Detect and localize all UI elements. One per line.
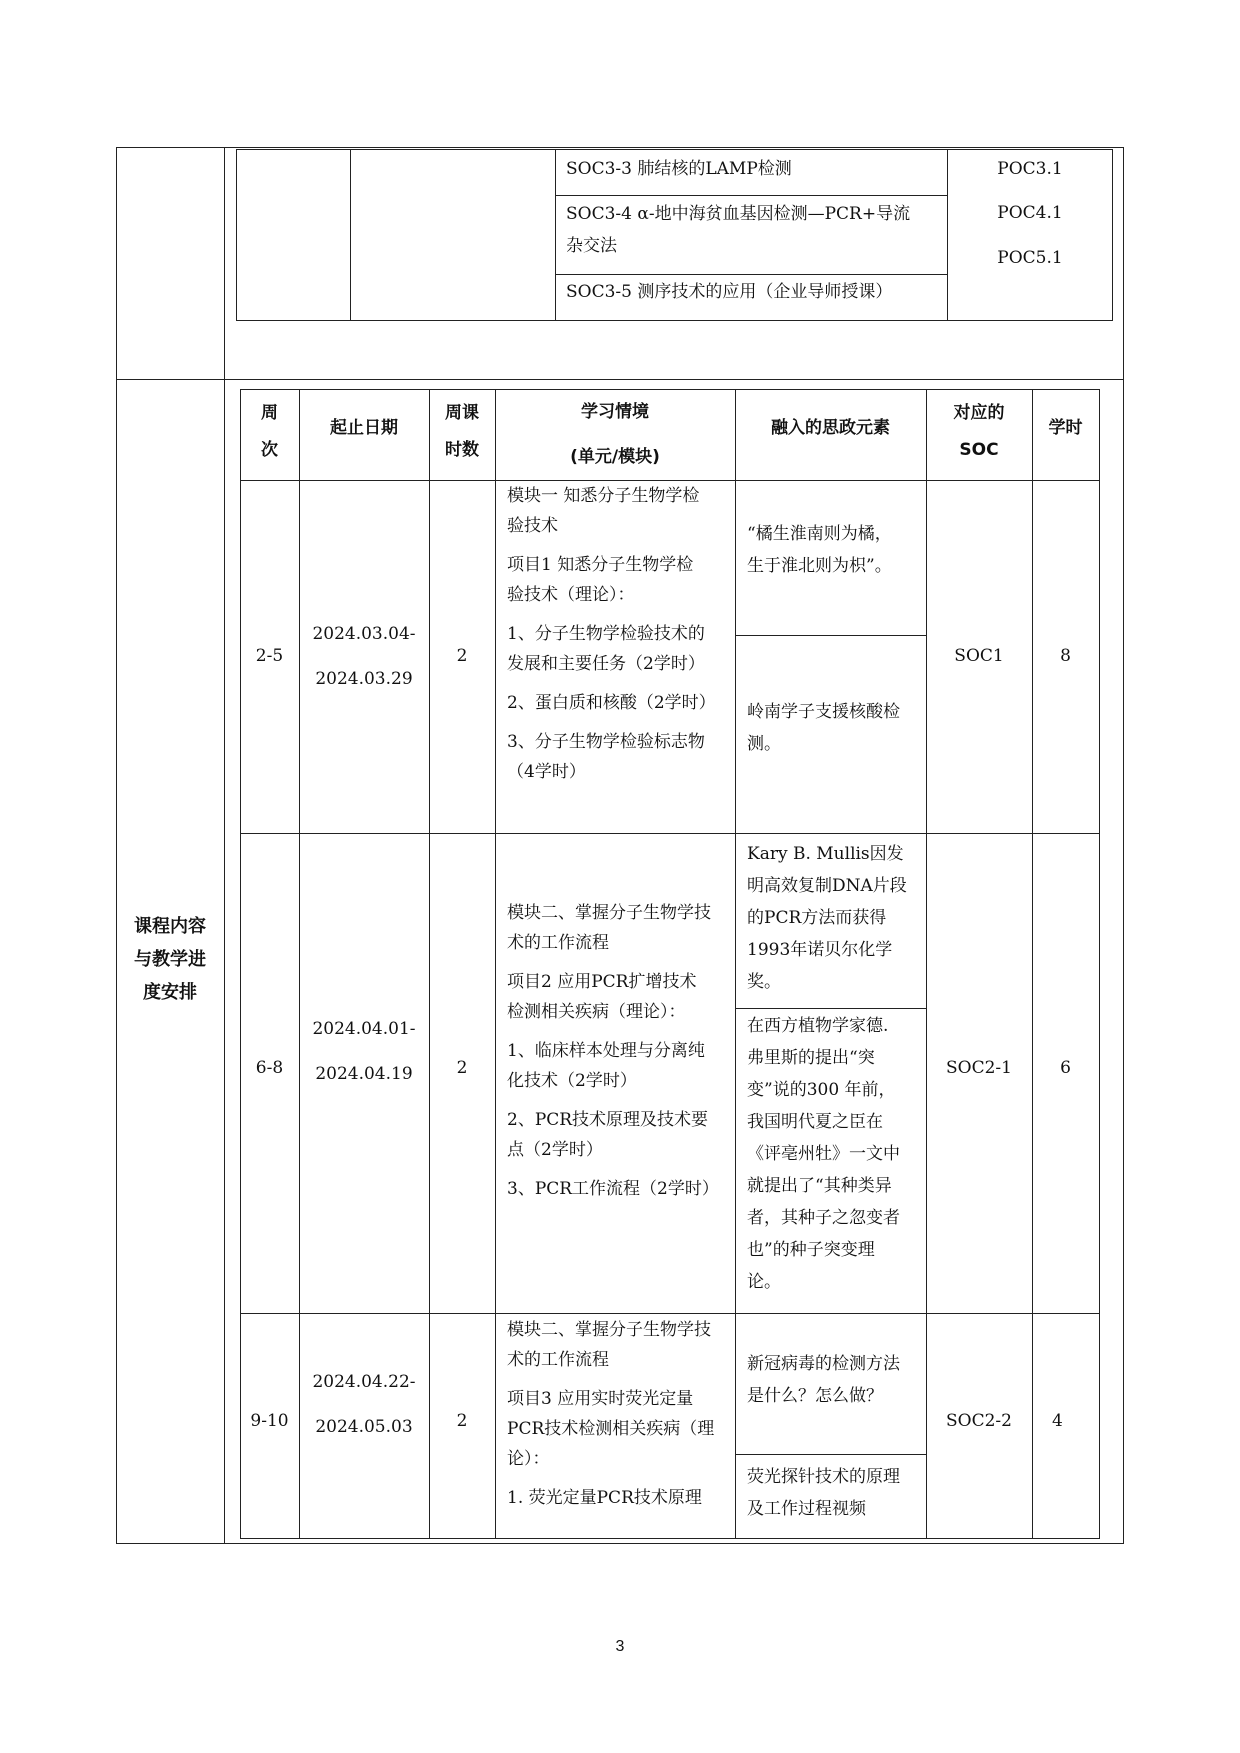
scenario-line: 项目1 知悉分子生物学检 [507, 555, 694, 575]
scenario-line [507, 1375, 714, 1384]
row3-ideology-2 [747, 1461, 900, 1525]
scenario-line: 模块二、掌握分子生物学技 [507, 903, 711, 923]
section-label-line: 课程内容 [134, 916, 206, 937]
header-soc [926, 395, 1032, 469]
scenario-line: 验技术（理论）： [507, 585, 635, 605]
ideology-line: 1993年诺贝尔化学 [747, 940, 893, 960]
ideology-line: 及工作过程视频 [747, 1499, 866, 1519]
outer-left-border [116, 147, 117, 1544]
scenario-line: 1. 荧光定量PCR技术原理 [507, 1488, 702, 1508]
scenario-line [507, 1165, 719, 1174]
row1-ideology-1 [747, 518, 892, 582]
scenario-line: 模块一 知悉分子生物学检 [507, 486, 700, 506]
scenario-line [507, 1474, 714, 1483]
header-scenario-line: (单元/模块) [570, 447, 660, 467]
row2-date [299, 1007, 429, 1097]
row2-hours: 6 [1060, 1058, 1071, 1078]
ideology-line: 论。 [747, 1272, 781, 1292]
top-soc-line: SOC3-5 测序技术的应用（企业导师授课） [566, 282, 893, 302]
header-week-line: 次 [261, 440, 278, 460]
ideology-line: “橘生淮南则为橘， [747, 524, 892, 544]
outer-section-divider [116, 379, 1124, 380]
row3-ideology-1 [747, 1348, 900, 1412]
date-line: 2024.04.19 [315, 1064, 413, 1084]
top-soc-line: 杂交法 [566, 236, 617, 256]
scenario-line [507, 610, 716, 619]
scenario-line: 化技术（2学时） [507, 1071, 637, 1091]
poc-5-1: POC5.1 [997, 248, 1063, 268]
row1-hours-per-week: 2 [456, 646, 468, 666]
scenario-line: 项目2 应用PCR扩增技术 [507, 972, 697, 992]
poc-3-1: POC3.1 [997, 159, 1063, 179]
row3-hours-per-week: 2 [456, 1411, 468, 1431]
row1-soc: SOC1 [954, 646, 1004, 666]
scenario-line: 发展和主要任务（2学时） [507, 654, 705, 674]
header-hours-per-week [429, 395, 495, 469]
scenario-line: 验技术 [507, 516, 558, 536]
row1-scenario [507, 481, 716, 787]
row3-hours: 4 [1052, 1411, 1063, 1431]
ideology-line: 也”的种子突变理 [747, 1240, 875, 1260]
scenario-line: 1、临床样本处理与分离纯 [507, 1041, 705, 1061]
outer-right-border [1123, 147, 1124, 1544]
scenario-line: PCR技术检测相关疾病（理 [507, 1419, 715, 1439]
outer-top-border [116, 147, 1124, 148]
scenario-line: 2、PCR技术原理及技术要 [507, 1110, 709, 1130]
header-scenario-line: 学习情境 [581, 402, 649, 422]
scenario-line: 术的工作流程 [507, 933, 609, 953]
row1-date [299, 612, 429, 702]
scenario-line: 2、蛋白质和核酸（2学时） [507, 693, 716, 713]
top-soc3-3 [566, 153, 792, 185]
row3-soc: SOC2-2 [946, 1411, 1012, 1431]
section-label-line: 度安排 [143, 982, 197, 1003]
header-ideology: 融入的思政元素 [771, 418, 890, 438]
top-soc-line: SOC3-3 肺结核的LAMP检测 [566, 159, 792, 179]
page-number: 3 [615, 1638, 625, 1655]
scenario-line [507, 718, 716, 727]
header-date: 起止日期 [330, 418, 398, 438]
row3-date [299, 1360, 429, 1450]
ideology-line: 我国明代夏之臣在 [747, 1112, 883, 1132]
ideology-line: 明高效复制DNA片段 [747, 876, 907, 896]
header-hpw-line: 时数 [445, 440, 479, 460]
scenario-line [507, 541, 716, 550]
header-soc-line: 对应的 [953, 403, 1005, 423]
date-line: 2024.04.22- [312, 1372, 416, 1392]
scenario-line: 1、分子生物学检验技术的 [507, 624, 705, 644]
row2-soc: SOC2-1 [946, 1058, 1012, 1078]
scenario-line: 术的工作流程 [507, 1350, 609, 1370]
row3-week: 9-10 [250, 1411, 289, 1431]
scenario-line: 检测相关疾病（理论）： [507, 1002, 686, 1022]
row1-ideology-2 [747, 696, 900, 760]
scenario-line: 项目3 应用实时荧光定量 [507, 1389, 694, 1409]
scenario-line: 点（2学时） [507, 1140, 603, 1160]
row2-hours-per-week: 2 [456, 1058, 468, 1078]
top-soc3-5 [566, 276, 892, 308]
header-week-line: 周 [261, 403, 278, 423]
ideology-line: 就提出了“其种类异 [747, 1176, 892, 1196]
scenario-line [507, 1027, 719, 1036]
ideology-line: 岭南学子支援核酸检 [747, 702, 900, 722]
date-line: 2024.05.03 [315, 1417, 413, 1437]
top-soc-line: SOC3-4 α-地中海贫血基因检测—PCR+导流 [566, 204, 911, 224]
ideology-line: 荧光探针技术的原理 [747, 1467, 900, 1487]
row2-week: 6-8 [255, 1058, 284, 1078]
header-hours: 学时 [1048, 418, 1083, 438]
date-line: 2024.03.04- [312, 624, 416, 644]
row2-ideology-1 [747, 838, 907, 998]
ideology-line: 《评亳州牡》一文中 [747, 1144, 900, 1164]
header-scenario [495, 390, 735, 480]
ideology-line: 新冠病毒的检测方法 [747, 1354, 900, 1374]
header-week [240, 395, 299, 469]
ideology-line: 测。 [747, 734, 781, 754]
top-soc3-4 [566, 198, 910, 262]
section-label [116, 910, 224, 1009]
date-line: 2024.04.01- [312, 1019, 416, 1039]
row2-ideology-2 [747, 1010, 900, 1298]
ideology-line: Kary B. Mullis因发 [747, 844, 904, 864]
poc-4-1: POC4.1 [997, 203, 1063, 223]
header-hpw-line: 周课 [445, 403, 479, 423]
ideology-line: 是什么？怎么做？ [747, 1386, 883, 1406]
ideology-line: 生于淮北则为枳”。 [747, 556, 892, 576]
outer-bottom-border [116, 1543, 1124, 1544]
outer-label-divider [224, 147, 225, 1544]
row1-hours: 8 [1060, 646, 1071, 666]
date-line: 2024.03.29 [315, 669, 413, 689]
ideology-line: 在西方植物学家德. [747, 1016, 889, 1036]
scenario-line [507, 1096, 719, 1105]
scenario-line: 论）： [507, 1449, 550, 1469]
scenario-line: （4学时） [507, 762, 586, 782]
section-label-line: 与教学进 [134, 949, 206, 970]
row1-week: 2-5 [255, 646, 284, 666]
scenario-line: 3、PCR工作流程（2学时） [507, 1179, 719, 1199]
ideology-line: 的PCR方法而获得 [747, 908, 887, 928]
row3-scenario [507, 1315, 714, 1513]
ideology-line: 变”说的300 年前， [747, 1080, 896, 1100]
header-soc-line: SOC [959, 440, 999, 460]
ideology-line: 奖。 [747, 972, 781, 992]
row2-scenario [507, 898, 719, 1204]
scenario-line [507, 958, 719, 967]
ideology-line: 弗里斯的提出“突 [747, 1048, 875, 1068]
scenario-line: 模块二、掌握分子生物学技 [507, 1320, 711, 1340]
ideology-line: 者，其种子之忽变者 [747, 1208, 900, 1228]
scenario-line [507, 679, 716, 688]
scenario-line: 3、分子生物学检验标志物 [507, 732, 705, 752]
